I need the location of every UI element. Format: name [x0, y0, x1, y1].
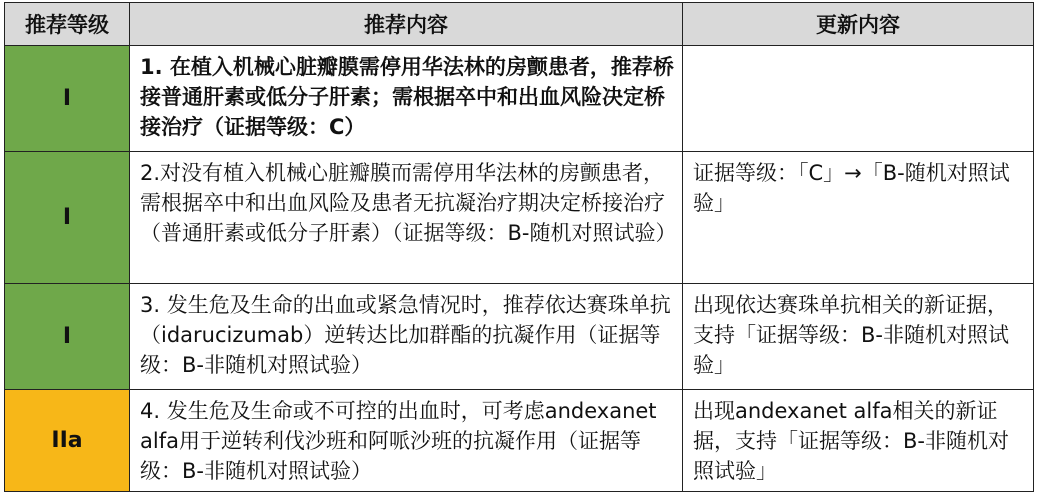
header-update: 更新内容 — [683, 3, 1034, 46]
level-cell: I — [5, 46, 130, 152]
level-cell: IIa — [5, 390, 130, 492]
level-cell: I — [5, 284, 130, 390]
header-row — [5, 3, 1034, 46]
content-cell: 4. 发生危及生命或不可控的出血时，可考虑andexanet alfa用于逆转利伐沙班和阿哌沙班的抗凝作用（证据等级：B-非随机对照试验） — [130, 390, 683, 492]
header-level: 推荐等级 — [5, 3, 130, 46]
content-cell: 3. 发生危及生命的出血或紧急情况时，推荐依达赛珠单抗（idarucizumab）逆转达比加群酯的抗凝作用（证据等级：B-非随机对照试验） — [130, 284, 683, 390]
table-row — [5, 284, 1034, 390]
update-cell — [683, 46, 1034, 152]
content-cell: 2.对没有植入机械心脏瓣膜而需停用华法林的房颤患者，需根据卒中和出血风险及患者无抗凝治疗期决定桥接治疗（普通肝素或低分子肝素）（证据等级：B-随机对照试验） — [130, 152, 683, 284]
update-cell: 证据等级：「C」→「B-随机对照试验」 — [683, 152, 1034, 284]
table-row — [5, 152, 1034, 284]
content-cell: 1. 在植入机械心脏瓣膜需停用华法林的房颤患者，推荐桥接普通肝素或低分子肝素；需根据卒中和出血风险决定桥接治疗（证据等级：C） — [130, 46, 683, 152]
header-content: 推荐内容 — [130, 3, 683, 46]
update-cell: 出现依达赛珠单抗相关的新证据，支持「证据等级：B-非随机对照试验」 — [683, 284, 1034, 390]
update-cell: 出现andexanet alfa相关的新证据，支持「证据等级：B-非随机对照试验」 — [683, 390, 1034, 492]
table-row — [5, 46, 1034, 152]
table-row — [5, 390, 1034, 492]
recommendation-table — [4, 2, 1034, 492]
level-cell: I — [5, 152, 130, 284]
